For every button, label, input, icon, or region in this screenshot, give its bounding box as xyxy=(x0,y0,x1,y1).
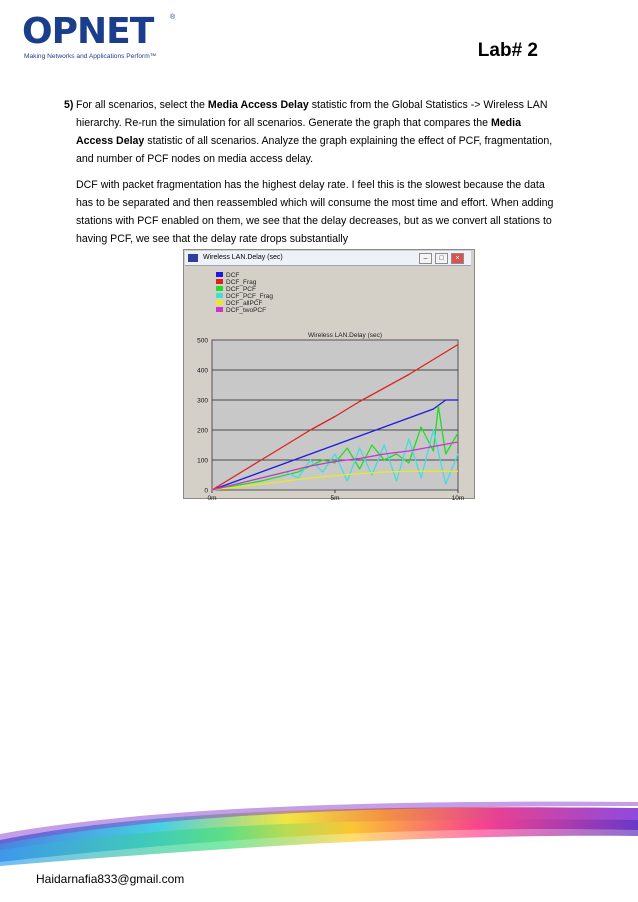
legend-label-dcf_twopcf: DCF_twoPCF xyxy=(226,307,267,314)
y-tick-0: 0 xyxy=(204,487,208,495)
legend-swatch-dcf_pcf_frag xyxy=(216,293,223,298)
legend-label-dcf: DCF xyxy=(226,272,240,279)
question-text-part3: statistic of all scenarios. Analyze the graph explaining the effect of PCF, fragmentation, and number of PCF nodes on media access delay. xyxy=(76,135,553,165)
legend-swatch-dcf xyxy=(216,272,223,277)
delay-chart xyxy=(184,266,474,502)
x-tick-0m: 0m xyxy=(207,495,217,502)
y-tick-500: 500 xyxy=(197,337,208,345)
close-button[interactable]: × xyxy=(451,253,464,264)
x-tick-10m: 10m xyxy=(451,495,465,502)
chart-window-titlebar xyxy=(185,251,471,266)
footer-rainbow-swoosh xyxy=(0,800,638,870)
y-tick-300: 300 xyxy=(197,397,208,405)
legend-swatch-dcf_allpcf xyxy=(216,300,223,305)
question-text-part1: For all scenarios, select the xyxy=(76,99,208,111)
y-tick-100: 100 xyxy=(197,457,208,465)
legend-swatch-dcf_twopcf xyxy=(216,307,223,312)
legend-label-dcf_pcf: DCF_PCF xyxy=(226,286,256,293)
legend-swatch-dcf_frag xyxy=(216,279,223,284)
x-tick-5m: 5m xyxy=(330,495,340,502)
question-bold1: Media Access Delay xyxy=(207,99,309,111)
logo-tagline: Making Networks and Applications Perform™ xyxy=(24,53,157,60)
lab-title: Lab# 2 xyxy=(477,40,538,61)
y-tick-400: 400 xyxy=(197,367,208,375)
answer-text: DCF with packet fragmentation has the highest delay rate. I feel this is the slowest because the data has to be separated and then reassembled which will consume the most time and effort. When adding stations with PCF enabled on them, we see that the delay decreases, but as we convert all stations to having PCF, we see that the delay rate drops substantially xyxy=(76,179,554,245)
minimize-button[interactable]: – xyxy=(419,253,432,264)
question-block xyxy=(64,96,554,168)
opnet-logo xyxy=(22,11,192,66)
legend-label-dcf_pcf_frag: DCF_PCF_Frag xyxy=(226,293,273,300)
logo-wordmark: OPNET xyxy=(22,11,154,52)
chart-window-title: Wireless LAN.Delay (sec) xyxy=(203,254,283,261)
y-tick-200: 200 xyxy=(197,427,208,435)
legend-label-dcf_frag: DCF_Frag xyxy=(226,279,257,286)
window-app-icon xyxy=(188,254,198,262)
chart-window xyxy=(183,249,475,502)
footer-email: Haidarnafia833@gmail.com xyxy=(36,872,185,886)
maximize-button[interactable]: □ xyxy=(435,253,448,264)
legend-label-dcf_allpcf: DCF_allPCF xyxy=(226,300,263,307)
legend-swatch-dcf_pcf xyxy=(216,286,223,291)
question-text-part2: statistic from the Global Statistics -> Wireless LAN hierarchy. Re-run the simulation for all scenarios. Generate the graph that compares the xyxy=(76,99,548,129)
question-text xyxy=(76,96,554,168)
plot-title: Wireless LAN.Delay (sec) xyxy=(307,332,383,339)
logo-registered-mark: ® xyxy=(170,14,176,21)
question-number: 5) xyxy=(64,99,74,111)
question-bold2: Media Access Delay xyxy=(76,117,521,147)
